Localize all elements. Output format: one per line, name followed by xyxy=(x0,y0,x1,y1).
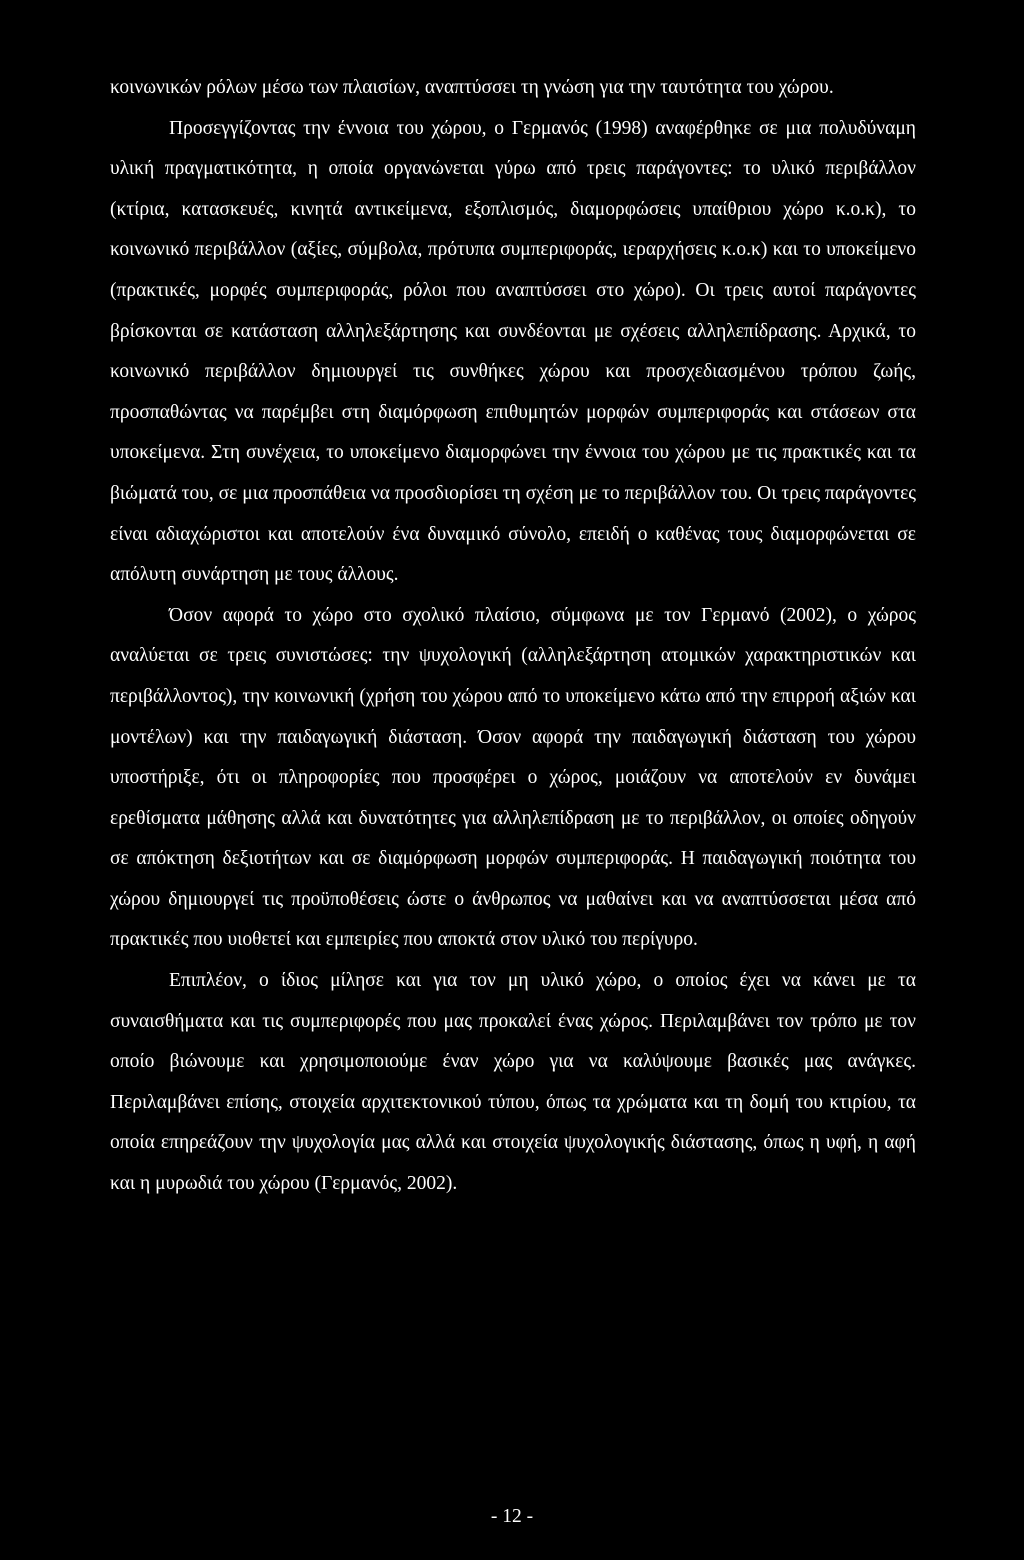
paragraph-3: Όσον αφορά το χώρο στο σχολικό πλαίσιο, σύμφωνα με τον Γερμανό (2002), ο χώρος αναλύεται σε τρεις συνιστώσες: την ψυχολογική (αλληλεξάρτηση ατομικών χαρακτηριστικών και περιβάλλοντος), την κοινωνική (χρήση του χώρου από το υποκείμενο κάτω από την επιρροή αξιών και μοντέλων) και την παιδαγωγική διάσταση. Όσον αφορά την παιδαγωγική διάσταση του χώρου υποστήριξε, ότι οι πληροφορίες που προσφέρει ο χώρος, μοιάζουν να αποτελούν εν δυνάμει ερεθίσματα μάθησης αλλά και δυνατότητες για αλληλεπίδραση με το περιβάλλον, οι οποίες οδηγούν σε απόκτηση δεξιοτήτων και σε διαμόρφωση μορφών συμπεριφοράς. Η παιδαγωγική ποιότητα του χώρου δημιουργεί τις προϋποθέσεις ώστε ο άνθρωπος να μαθαίνει και να αναπτύσσεται μέσα από πρακτικές που υιοθετεί και εμπειρίες που αποκτά στον υλικό του περίγυρο. xyxy=(110,604,916,951)
paragraph-1: κοινωνικών ρόλων μέσω των πλαισίων, αναπτύσσει τη γνώση για την ταυτότητα του χώρου. xyxy=(110,77,834,98)
document-page xyxy=(110,68,916,1205)
page-number: - 12 - xyxy=(490,1506,534,1527)
paragraph-4: Επιπλέον, ο ίδιος μίλησε και για τον μη υλικό χώρο, ο οποίος έχει να κάνει με τα συναισθήματα και τις συμπεριφορές που μας προκαλεί ένας χώρος. Περιλαμβάνει τον τρόπο με τον οποίο βιώνουμε και χρησιμοποιούμε έναν χώρο για να καλύψουμε βασικές μας ανάγκες. Περιλαμβάνει επίσης, στοιχεία αρχιτεκτονικού τύπου, όπως τα χρώματα και τη δομή του κτιρίου, τα οποία επηρεάζουν την ψυχολογία μας αλλά και στοιχεία ψυχολογικής διάστασης, όπως η υφή, η αφή και η μυρωδιά του χώρου (Γερμανός, 2002). xyxy=(110,970,916,1195)
paragraph-2: Προσεγγίζοντας την έννοια του χώρου, ο Γερμανός (1998) αναφέρθηκε σε μια πολυδύναμη υλική πραγματικότητα, η οποία οργανώνεται γύρω από τρεις παράγοντες: το υλικό περιβάλλον (κτίρια, κατασκευές, κινητά αντικείμενα, εξοπλισμός, διαμορφώσεις υπαίθριου χώρο κ.ο.κ), το κοινωνικό περιβάλλον (αξίες, σύμβολα, πρότυπα συμπεριφοράς, ιεραρχήσεις κ.ο.κ) και το υποκείμενο (πρακτικές, μορφές συμπεριφοράς, ρόλοι που αναπτύσσει στο χώρο). Οι τρεις αυτοί παράγοντες βρίσκονται σε κατάσταση αλληλεξάρτησης και συνδέονται με σχέσεις αλληλεπίδρασης. Αρχικά, το κοινωνικό περιβάλλον δημιουργεί τις συνθήκες χώρου και προσχεδιασμένου τρόπου ζωής, προσπαθώντας να παρέμβει στη διαμόρφωση επιθυμητών μορφών συμπεριφοράς και στάσεων στα υποκείμενα. Στη συνέχεια, το υποκείμενο διαμορφώνει την έννοια του χώρου με τις πρακτικές και τα βιώματά του, σε μια προσπάθεια να προσδιορίσει τη σχέση με το περιβάλλον του. Οι τρεις παράγοντες είναι αδιαχώριστοι και αποτελούν ένα δυναμικό σύνολο, επειδή ο καθένας τους διαμορφώνεται σε απόλυτη συνάρτηση με τους άλλους. xyxy=(110,117,916,586)
